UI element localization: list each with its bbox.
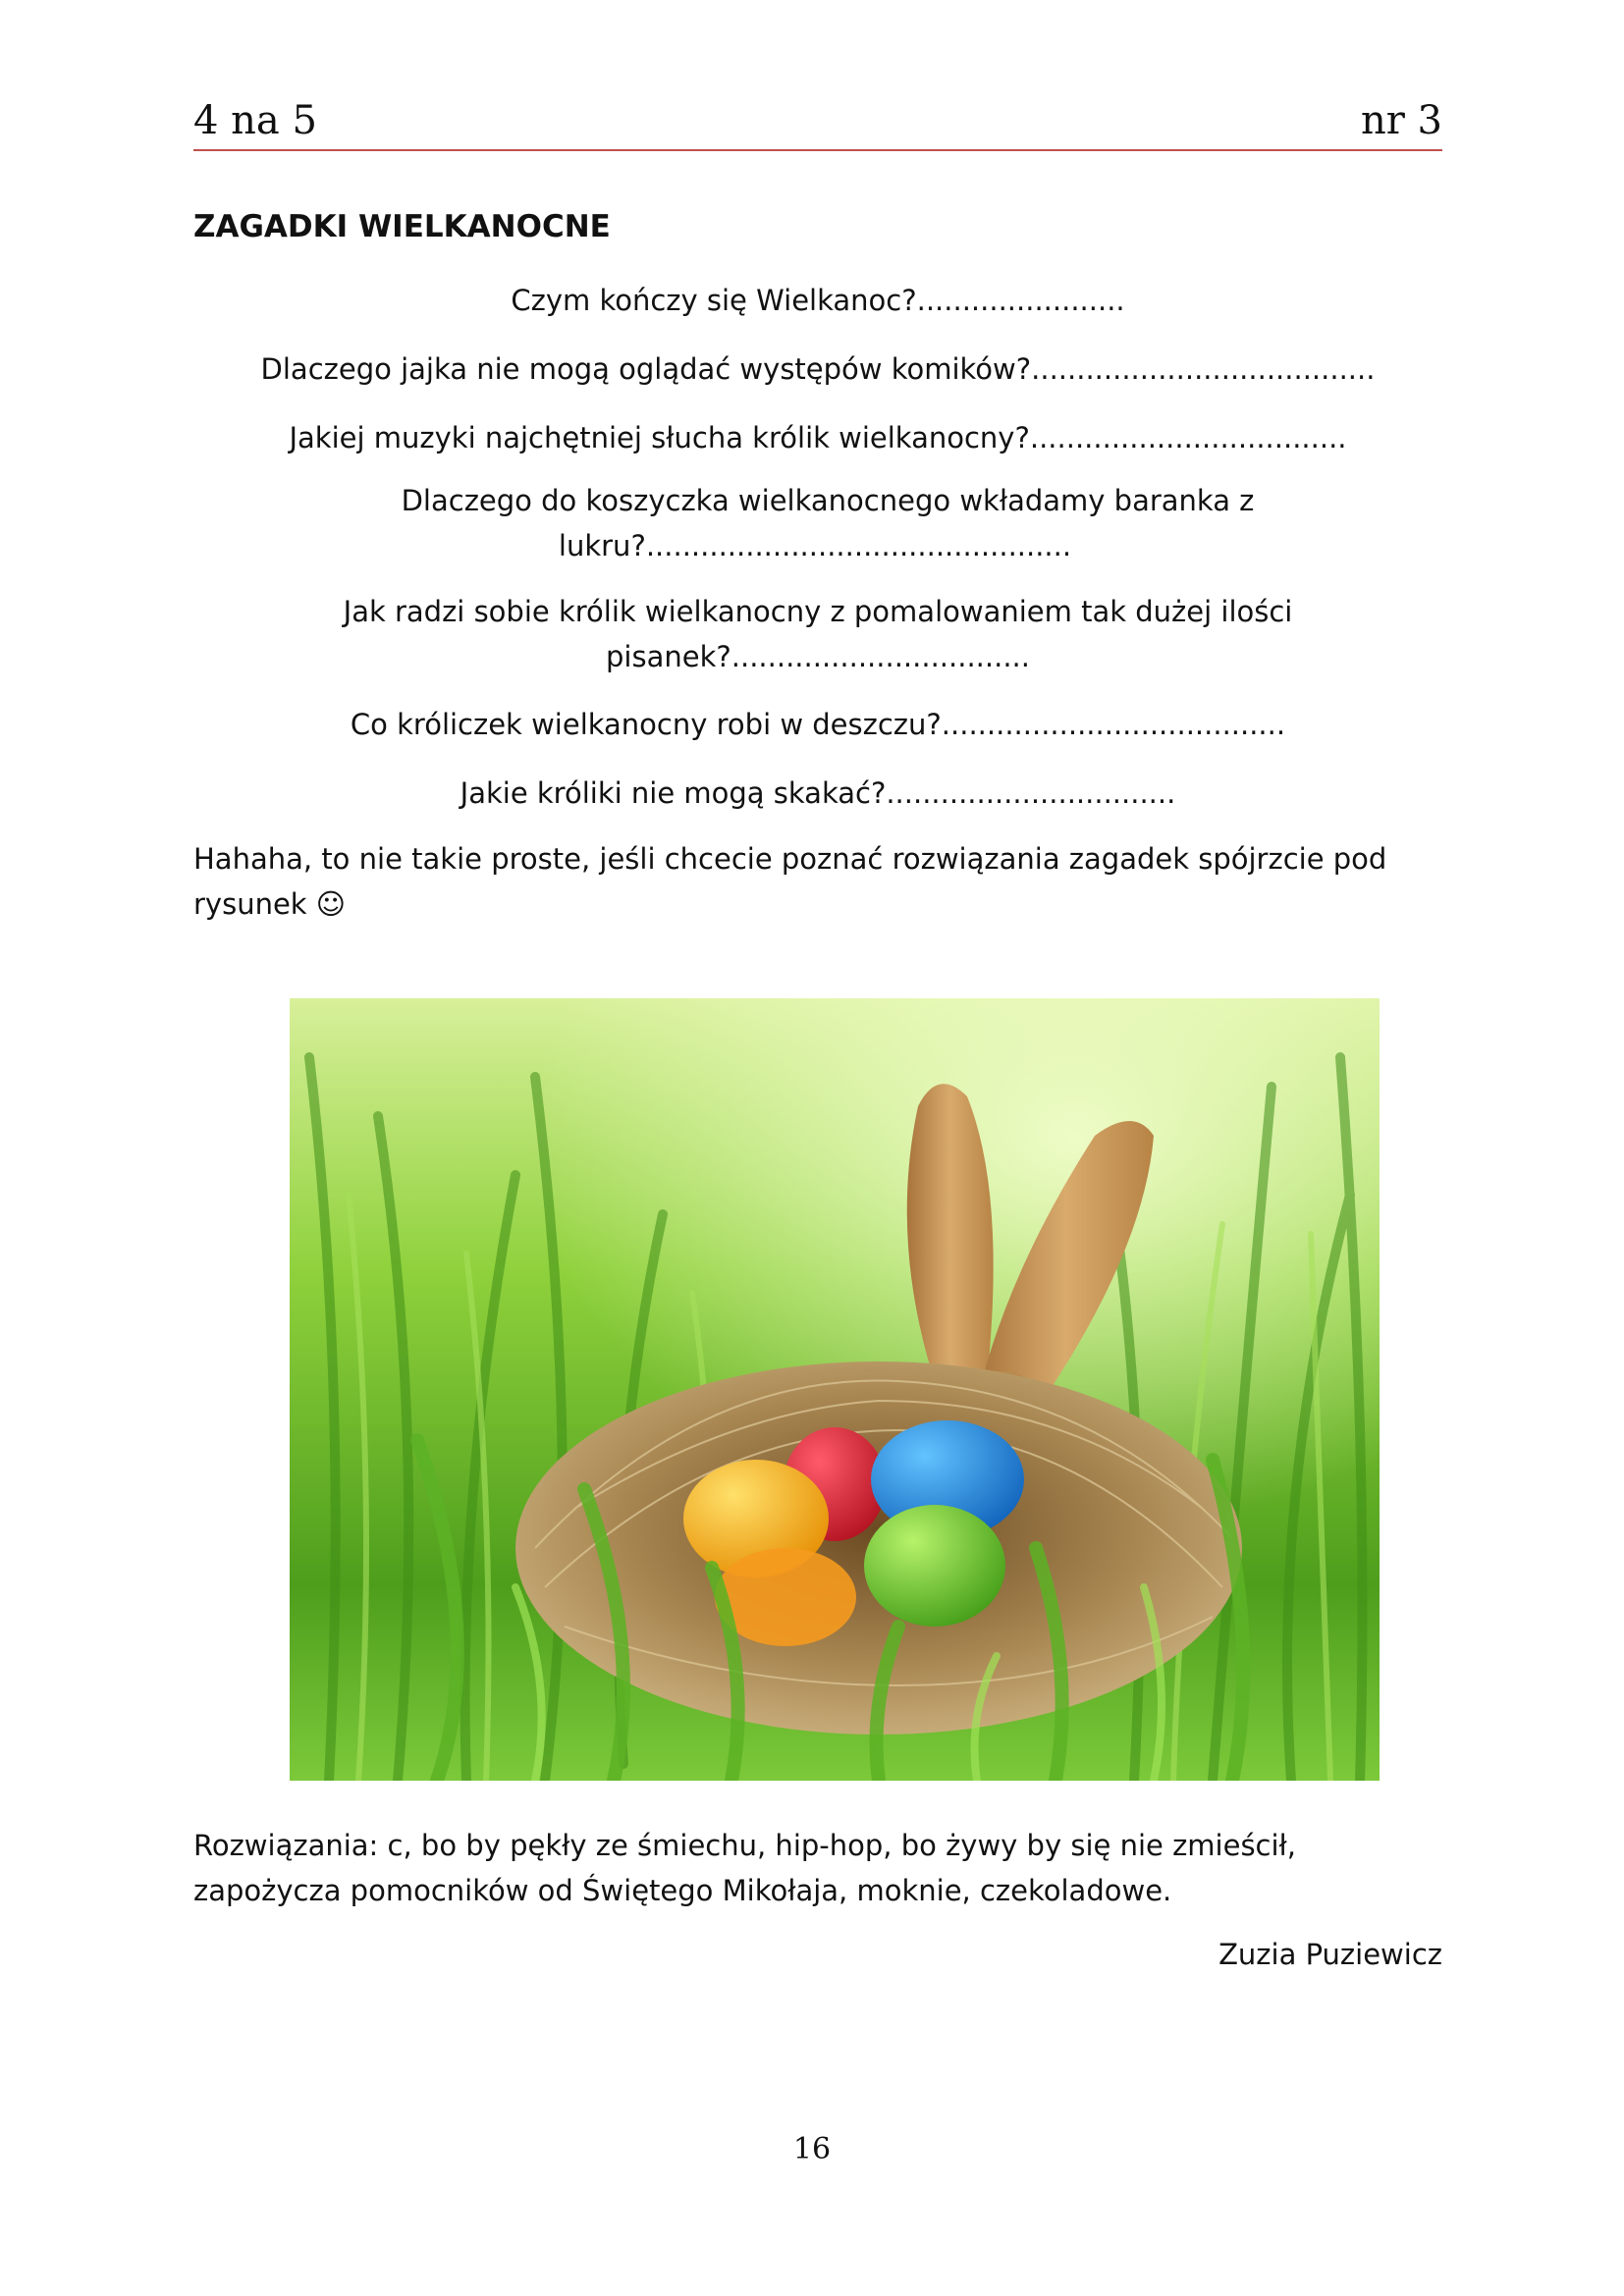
header-issue-title: 4 na 5 — [193, 98, 317, 143]
page-number: 16 — [792, 2132, 832, 2166]
riddle-3: Jakiej muzyki najchętniej słucha królik wielkanocny?................................... — [289, 421, 1347, 454]
green-egg — [864, 1505, 1005, 1627]
intro-paragraph: Hahaha, to nie takie proste, jeśli chcecie poznać rozwiązania zagadek spójrzcie pod rysunek ☺ — [193, 842, 1387, 921]
riddle-4-line-1: Dlaczego do koszyczka wielkanocnego wkładamy baranka z — [401, 484, 1255, 517]
answers-paragraph: Rozwiązania: c, bo by pękły ze śmiechu, hip-hop, bo żywy by się nie zmieścił, zapożycza pomocników od Świętego Mikołaja, moknie, czekoladowe. — [193, 1829, 1297, 1907]
riddle-4-line-2: lukru?............................................... — [558, 529, 1072, 562]
riddle-1: Czym kończy się Wielkanoc?....................... — [511, 284, 1125, 317]
easter-nest-photo — [290, 998, 1380, 1781]
riddle-6: Co króliczek wielkanocny robi w deszczu?...................................... — [350, 708, 1286, 741]
section-title: ZAGADKI WIELKANOCNE — [193, 209, 611, 244]
page-header — [193, 96, 1442, 151]
riddle-5-line-2: pisanek?................................. — [606, 640, 1030, 673]
riddle-2: Dlaczego jajka nie mogą oglądać występów komików?...................................... — [260, 352, 1376, 386]
header-issue-number: nr 3 — [1360, 98, 1442, 143]
riddle-5-line-1: Jak radzi sobie królik wielkanocny z pomalowaniem tak dużej ilości — [343, 595, 1293, 628]
author-name: Zuzia Puziewicz — [1218, 1938, 1442, 1971]
riddle-7: Jakie króliki nie mogą skakać?................................ — [460, 776, 1176, 810]
